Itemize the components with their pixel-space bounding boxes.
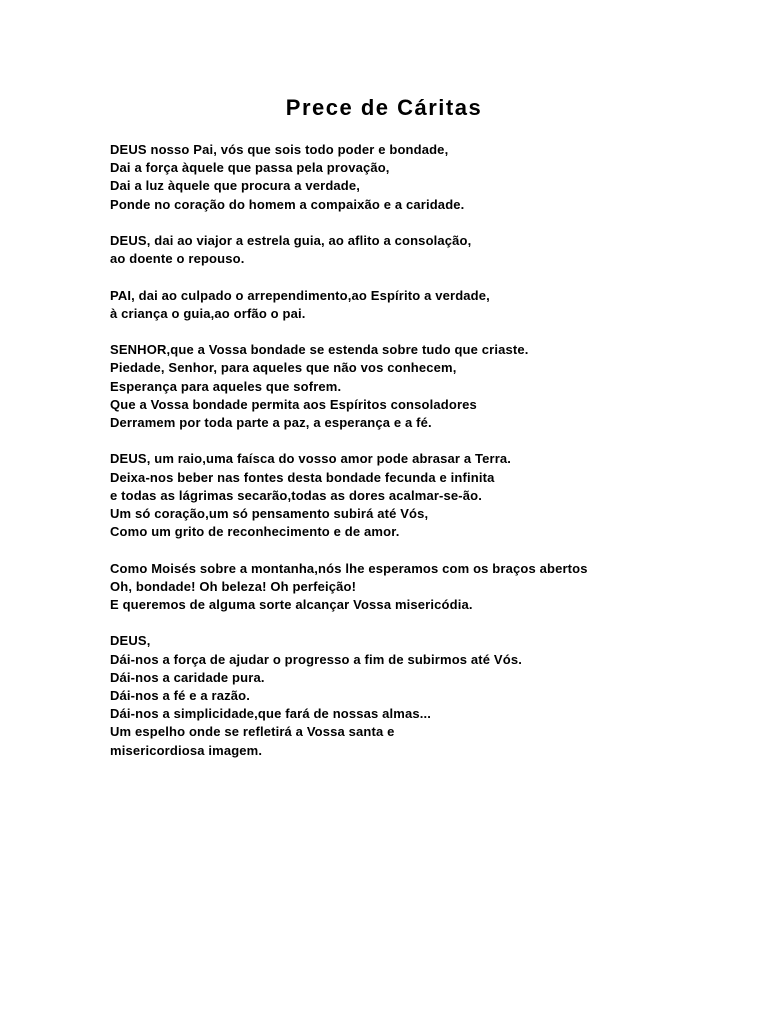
text-line: ao doente o repouso. <box>110 251 245 267</box>
text-line: Dái-nos a simplicidade,que fará de nossas almas... <box>110 706 432 722</box>
text-line: Oh, bondade! Oh beleza! Oh perfeição! <box>110 578 357 594</box>
text-line: Esperança para aqueles que sofrem. <box>110 378 342 394</box>
text-line: Um espelho onde se refletirá a Vossa santa e <box>110 724 395 740</box>
text-line: DEUS, <box>110 633 151 649</box>
stanza-6 <box>110 560 710 615</box>
text-line: e todas as lágrimas secarão,todas as dores acalmar-se-ão. <box>110 487 483 503</box>
text-line: Dai a luz àquele que procura a verdade, <box>110 178 361 194</box>
text-line: DEUS, dai ao viajor a estrela guia, ao aflito a consolação, <box>110 233 472 248</box>
text-line: Derramem por toda parte a paz, a esperança e a fé. <box>110 415 432 430</box>
text-line: Ponde no coração do homem a compaixão e a caridade. <box>110 196 465 212</box>
text-line: PAI, dai ao culpado o arrependimento,ao Espírito a verdade, <box>110 287 490 303</box>
text-line: Dái-nos a fé e a razão. <box>110 688 251 703</box>
text-line: Dái-nos a caridade pura. <box>110 669 265 685</box>
text-line: Piedade, Senhor, para aqueles que não vos conhecem, <box>110 360 457 376</box>
text-line: Dai a força àquele que passa pela provação, <box>110 160 390 176</box>
text-line: SENHOR,que a Vossa bondade se estenda sobre tudo que criaste. <box>110 342 529 358</box>
stanza-4 <box>110 341 710 432</box>
text-line: à criança o guia,ao orfão o pai. <box>110 305 306 321</box>
text-line: Como um grito de reconhecimento e de amor. <box>110 524 400 540</box>
text-line: DEUS, um raio,uma faísca do vosso amor pode abrasar a Terra. <box>110 451 512 467</box>
stanza-3 <box>110 287 710 323</box>
document-title: Prece de Cáritas <box>285 95 483 120</box>
stanza-2 <box>110 232 710 268</box>
stanza-7 <box>110 632 710 759</box>
text-line: Como Moisés sobre a montanha,nós lhe esperamos com os braços abertos <box>110 560 588 576</box>
stanza-1 <box>110 141 710 214</box>
text-line: Deixa-nos beber nas fontes desta bondade fecunda e infinita <box>110 469 495 485</box>
text-line: Que a Vossa bondade permita aos Espíritos consoladores <box>110 396 477 412</box>
text-line: misericordiosa imagem. <box>110 742 263 758</box>
text-line: DEUS nosso Pai, vós que sois todo poder e bondade, <box>110 142 449 157</box>
text-line: E queremos de alguma sorte alcançar Vossa misericódia. <box>110 597 473 612</box>
text-line: Um só coração,um só pensamento subirá até Vós, <box>110 506 429 521</box>
stanza-5 <box>110 450 710 541</box>
prayer-body <box>110 141 710 778</box>
text-line: Dái-nos a força de ajudar o progresso a fim de subirmos até Vós. <box>110 651 522 667</box>
